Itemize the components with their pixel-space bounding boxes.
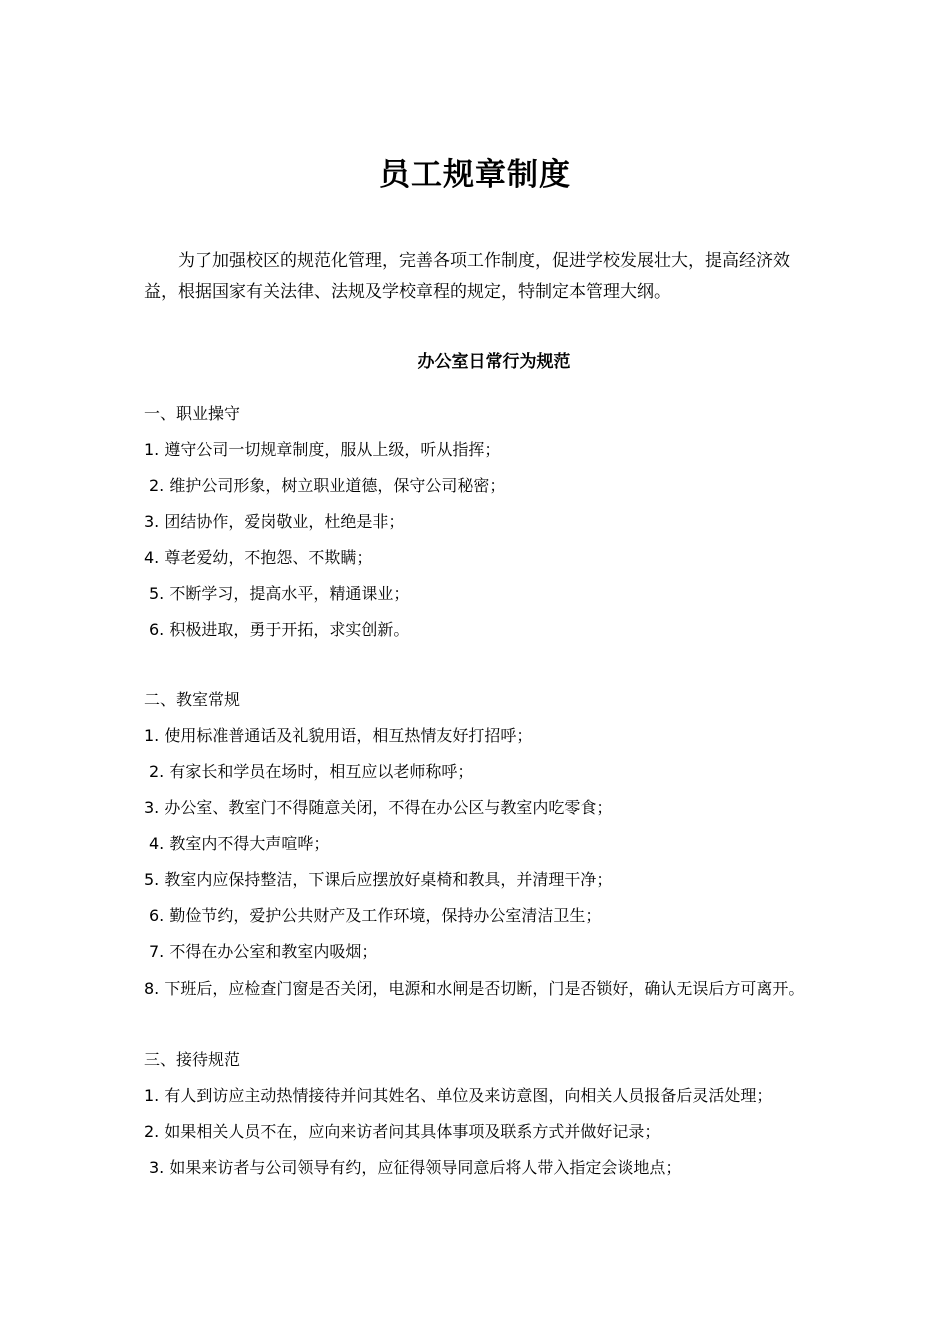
section-subtitle: 办公室日常行为规范 (417, 352, 571, 372)
list-item: 4. 教室内不得大声喧哗； (149, 834, 330, 853)
list-item: 4. 尊老爱幼，不抱怨、不欺瞒； (144, 548, 373, 567)
list-item: 7. 不得在办公室和教室内吸烟； (149, 942, 378, 961)
list-item: 2. 如果相关人员不在，应向来访者问其具体事项及联系方式并做好记录； (144, 1122, 661, 1141)
list-item: 2. 有家长和学员在场时，相互应以老师称呼； (149, 762, 474, 781)
list-item: 2. 维护公司形象，树立职业道德，保守公司秘密； (149, 476, 506, 495)
section-reception-rules (144, 1042, 814, 1186)
list-item: 1. 有人到访应主动热情接待并问其姓名、单位及来访意图，向相关人员报备后灵活处理； (144, 1086, 773, 1105)
section-heading: 三、接待规范 (144, 1050, 241, 1069)
list-item: 5. 不断学习，提高水平，精通课业； (149, 584, 410, 603)
list-item: 6. 积极进取，勇于开拓，求实创新。 (149, 620, 410, 639)
list-item: 6. 勤俭节约，爱护公共财产及工作环境，保持办公室清洁卫生； (149, 906, 602, 925)
section-classroom-rules (144, 682, 814, 1008)
list-item: 1. 使用标准普通话及礼貌用语，相互热情友好打招呼； (144, 726, 533, 745)
list-item: 3. 团结协作，爱岗敬业，杜绝是非； (144, 512, 405, 531)
list-item: 3. 办公室、教室门不得随意关闭，不得在办公区与教室内吃零食； (144, 798, 613, 817)
list-item: 1. 遵守公司一切规章制度，服从上级，听从指挥； (144, 440, 501, 459)
section-professional-conduct (144, 396, 814, 648)
section-heading: 二、教室常规 (144, 690, 241, 709)
list-item: 5. 教室内应保持整洁，下课后应摆放好桌椅和教具，并清理干净； (144, 870, 613, 889)
document-title: 员工规章制度 (379, 157, 571, 193)
list-item: 3. 如果来访者与公司领导有约，应征得领导同意后将人带入指定会谈地点； (149, 1158, 682, 1177)
intro-paragraph: 为了加强校区的规范化管理，完善各项工作制度，促进学校发展壮大，提高经济效益，根据国家有关法律、法规及学校章程的规定，特制定本管理大纲。 (144, 251, 790, 302)
list-item: 8. 下班后，应检查门窗是否关闭，电源和水闸是否切断，门是否锁好，确认无误后方可离开。 (144, 979, 805, 998)
sections-container (144, 396, 814, 1220)
section-heading: 一、职业操守 (144, 404, 241, 423)
